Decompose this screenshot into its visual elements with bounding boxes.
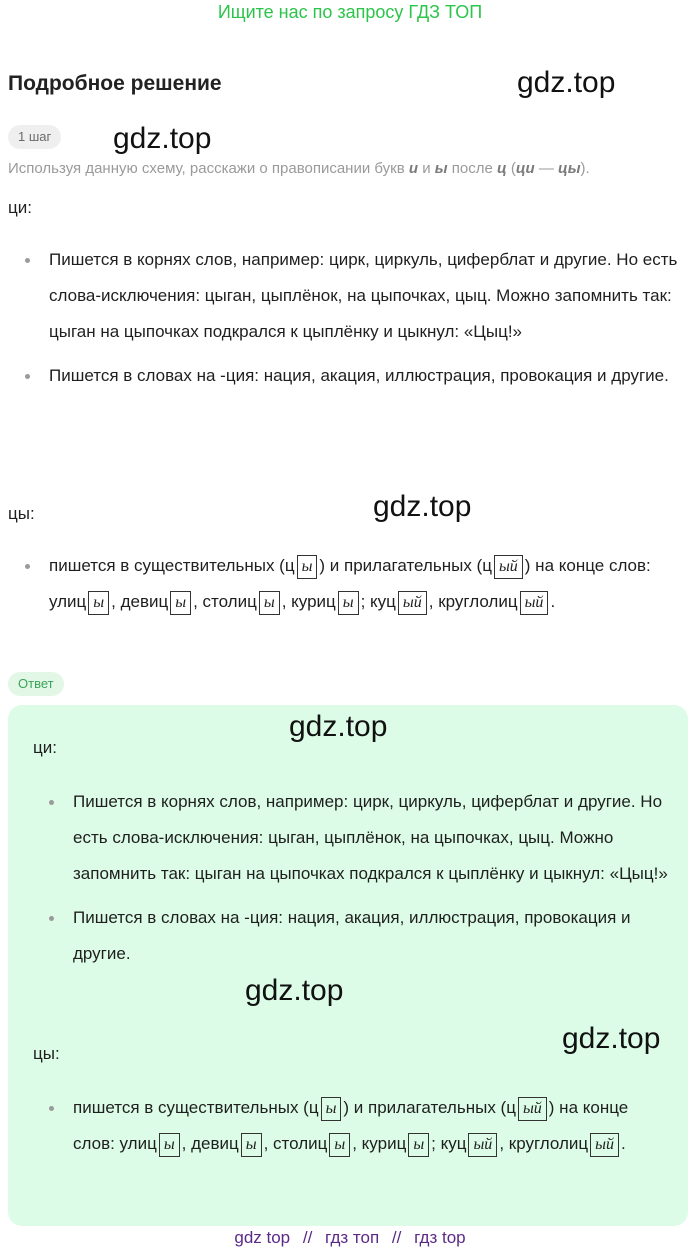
ending-box: ы (170, 591, 191, 615)
ending-box: ы (329, 1133, 350, 1157)
task-question: Используя данную схему, расскажи о правописании букв и и ы после ц (ци — цы). (8, 160, 590, 177)
tsi-rules-list (25, 242, 690, 394)
ending-box: ы (338, 591, 359, 615)
tsy-heading: цы: (8, 504, 35, 523)
search-hint-banner: Ищите нас по запросу ГДЗ ТОП (217, 2, 483, 22)
list-item: пишется в существительных (ц ы ) и прилагательных (ц ый ) на конце слов: улиц ы , девиц ы , столиц ы , куриц ы ; куц ый , круглолиц ый . (49, 1090, 669, 1162)
tsi-heading: ци: (8, 198, 32, 217)
list-item: Пишется в корнях слов, например: цирк, циркуль, циферблат и другие. Но есть слова-исключения: цыган, цыплёнок, на цыпочках, цыц. Можно запомнить так: цыган на цыпочках подкрался к цыплёнку и цыкнул: «Цыц!» (49, 784, 669, 892)
answer-tsi-heading: ци: (33, 738, 57, 757)
ending-box: ый (520, 591, 549, 615)
footer-link[interactable]: гдз top (414, 1228, 466, 1247)
watermark: gdz.top (517, 66, 616, 99)
tsy-rules-list (25, 548, 690, 620)
footer-separator: // (302, 1228, 313, 1247)
list-item: Пишется в словах на -ция: нация, акация, иллюстрация, провокация и другие. (49, 900, 669, 972)
step-badge: 1 шаг (8, 125, 61, 149)
watermark: gdz.top (113, 122, 212, 155)
answer-tsy-rules-list (49, 1090, 669, 1162)
ending-box: ы (408, 1133, 429, 1157)
ending-box: ы (88, 591, 109, 615)
answer-tsy-heading: цы: (33, 1044, 60, 1063)
ending-box: ы (259, 591, 280, 615)
watermark: gdz.top (373, 490, 472, 523)
list-item: пишется в существительных (ц ы ) и прилагательных (ц ый ) на конце слов: улиц ы , девиц ы , столиц ы , куриц ы ; куц ый , круглолиц ый . (25, 548, 690, 620)
ending-box: ый (518, 1097, 547, 1121)
answer-badge: Ответ (8, 672, 64, 696)
footer-separator: // (391, 1228, 402, 1247)
ending-box: ы (321, 1097, 342, 1121)
ending-box: ый (398, 591, 427, 615)
list-item: Пишется в корнях слов, например: цирк, циркуль, циферблат и другие. Но есть слова-исключения: цыган, цыплёнок, на цыпочках, цыц. Можно запомнить так: цыган на цыпочках подкрался к цыплёнку и цыкнул: «Цыц!» (25, 242, 690, 350)
ending-box: ый (494, 555, 523, 579)
watermark: gdz.top (245, 974, 344, 1007)
ending-box: ы (241, 1133, 262, 1157)
watermark: gdz.top (562, 1022, 661, 1055)
list-item: Пишется в словах на -ция: нация, акация, иллюстрация, провокация и другие. (25, 358, 690, 394)
ending-box: ы (159, 1133, 180, 1157)
footer-link[interactable]: гдз топ (325, 1228, 380, 1247)
footer-links (0, 1228, 700, 1248)
ending-box: ы (297, 555, 318, 579)
ending-box: ый (468, 1133, 497, 1157)
ending-box: ый (590, 1133, 619, 1157)
watermark: gdz.top (289, 710, 388, 743)
footer-link[interactable]: gdz top (234, 1228, 291, 1247)
answer-tsi-rules-list (49, 784, 669, 972)
section-title: Подробное решение (8, 72, 222, 95)
